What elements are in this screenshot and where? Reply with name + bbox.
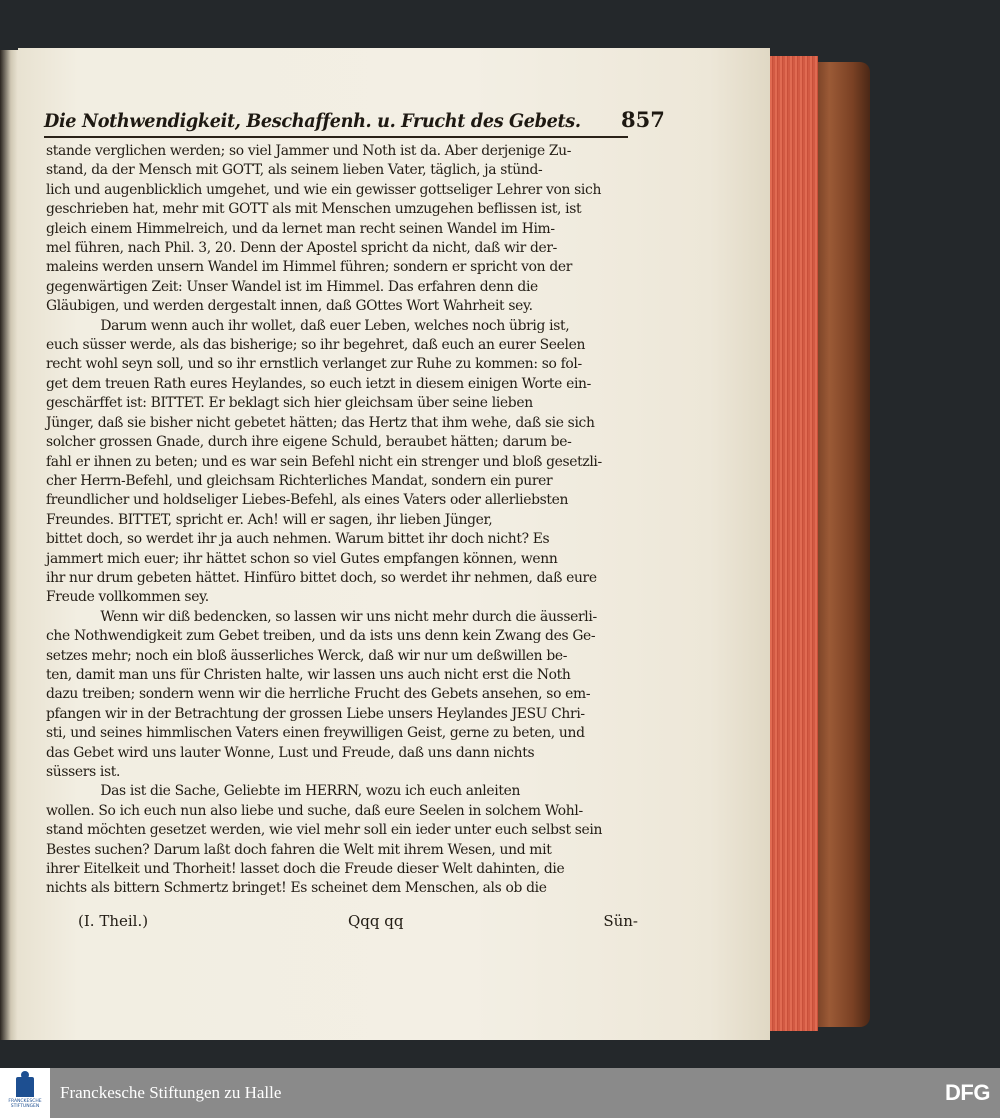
francke-logo-text: FRANCKESCHE STIFTUNGEN <box>8 1099 42 1109</box>
text-line: Gläubigen, und werden dergestalt innen, daß GOttes Wort Wahrheit sey. <box>46 298 533 315</box>
text-line: Jünger, daß sie bisher nicht gebetet hätten; das Hertz that ihm wehe, daß sie sich <box>46 414 595 431</box>
text-line: euch süsser werde, als das bisherige; so ihr begehret, daß euch an eurer Seelen <box>46 337 586 354</box>
page-header <box>44 96 665 138</box>
running-head: Die Nothwendigkeit, Beschaffenh. u. Frucht des Gebets. <box>44 110 581 132</box>
text-line: ihr nur drum gebeten hättet. Hinfüro bittet doch, so werdet ihr nehmen, daß eure <box>46 569 597 586</box>
text-line: setzes mehr; noch ein bloß äusserliches Werck, daß wir nur um deßwillen be- <box>46 647 568 664</box>
text-line: Das ist die Sache, Geliebte im HERRN, wozu ich euch anleiten <box>100 783 521 800</box>
volume-mark: (I. Theil.) <box>78 912 149 930</box>
catchword: Sün- <box>603 912 638 930</box>
text-line: stand möchten gesetzet werden, wie viel mehr soll ein ieder unter euch selbst sein <box>46 822 603 839</box>
viewer-footer-bar <box>0 1068 1000 1118</box>
text-line: stand, da der Mensch mit GOTT, als seinem lieben Vater, täglich, ja stünd- <box>46 162 543 179</box>
page-footer <box>78 912 638 930</box>
text-line: ihrer Eitelkeit und Thorheit! lasset doch die Freude dieser Welt dahinten, die <box>46 861 565 878</box>
body-text <box>46 142 640 899</box>
text-line: freundlicher und holdseliger Liebes-Befehl, als eines Vaters oder allerliebsten <box>46 492 569 509</box>
text-line: ten, damit man uns für Christen halte, wir lassen uns auch nicht erst die Noth <box>46 666 571 683</box>
text-line: süssers ist. <box>46 764 121 780</box>
left-page-edge <box>0 50 18 1040</box>
text-line: maleins werden unsern Wandel im Himmel führen; sondern er spricht von der <box>46 259 573 276</box>
red-page-edges <box>768 56 818 1031</box>
institution-name: Franckesche Stiftungen zu Halle <box>60 1083 282 1102</box>
text-line: Bestes suchen? Darum laßt doch fahren die Welt mit ihrem Wesen, und mit <box>46 841 552 858</box>
text-line: Freude vollkommen sey. <box>46 589 209 606</box>
text-line: bittet doch, so werdet ihr ja auch nehmen. Warum bittet ihr doch nicht? Es <box>46 531 550 548</box>
text-line: geschärffet ist: BITTET. Er beklagt sich hier gleichsam über seine lieben <box>46 395 533 412</box>
signature-mark: Qqq qq <box>347 912 404 930</box>
text-line: Freundes. BITTET, spricht er. Ach! will er sagen, ihr lieben Jünger, <box>46 511 493 528</box>
francke-logo[interactable] <box>0 1068 50 1118</box>
francke-logo-icon <box>16 1077 34 1097</box>
text-line: pfangen wir in der Betrachtung der grossen Liebe unsers Heylandes JESU Chri- <box>46 705 585 722</box>
text-line: sti, und seines himmlischen Vaters einen freywilligen Geist, gerne zu beten, und <box>46 725 585 742</box>
text-line: fahl er ihnen zu beten; und es war sein Befehl nicht ein strenger und bloß gesetzli- <box>46 453 602 470</box>
text-line: gegenwärtigen Zeit: Unser Wandel ist im Himmel. Das erfahren denn die <box>46 278 538 295</box>
text-line: dazu treiben; sondern wenn wir die herrliche Frucht des Gebets ansehen, so em- <box>46 686 591 703</box>
text-line: das Gebet wird uns lauter Wonne, Lust und Freude, daß uns dann nichts <box>46 744 535 761</box>
page-number: 857 <box>621 107 665 132</box>
text-line: stande verglichen werden; so viel Jammer und Noth ist da. Aber derjenige Zu- <box>46 143 572 159</box>
text-line: recht wohl seyn soll, und so ihr ernstlich verlanget zur Ruhe zu kommen: so fol- <box>46 356 582 373</box>
text-line: geschrieben hat, mehr mit GOTT als mit Menschen umzugehen beflissen ist, ist <box>46 201 582 218</box>
text-line: Wenn wir diß bedencken, so lassen wir uns nicht mehr durch die äusserli- <box>100 608 597 625</box>
text-line: gleich einem Himmelreich, und da lernet man recht seinen Wandel im Him- <box>46 220 555 237</box>
book-cover-edge <box>812 62 870 1027</box>
dfg-logo[interactable]: DFG <box>945 1080 990 1105</box>
text-line: solcher grossen Gnade, durch ihre eigene Schuld, beraubet hätten; darum be- <box>46 434 572 451</box>
text-line: mel führen, nach Phil. 3, 20. Denn der Apostel spricht da nicht, daß wir der- <box>46 240 558 257</box>
text-line: get dem treuen Rath eures Heylandes, so euch ietzt in diesem einigen Worte ein- <box>46 375 591 392</box>
text-line: wollen. So ich euch nun also liebe und suche, daß eure Seelen in solchem Wohl- <box>46 802 583 819</box>
text-line: Darum wenn auch ihr wollet, daß euer Leben, welches noch übrig ist, <box>100 317 570 334</box>
text-line: che Nothwendigkeit zum Gebet treiben, und da ists uns denn kein Zwang des Ge- <box>46 628 596 645</box>
text-line: nichts als bittern Schmertz bringet! Es scheinet dem Menschen, als ob die <box>46 880 547 897</box>
text-line: cher Herrn-Befehl, und gleichsam Richterliches Mandat, sondern ein purer <box>46 472 553 489</box>
text-line: lich und augenblicklich umgehet, und wie ein gewisser gottseliger Lehrer von sich <box>46 181 602 198</box>
text-line: jammert mich euer; ihr hättet schon so viel Gutes empfangen können, wenn <box>46 550 558 567</box>
